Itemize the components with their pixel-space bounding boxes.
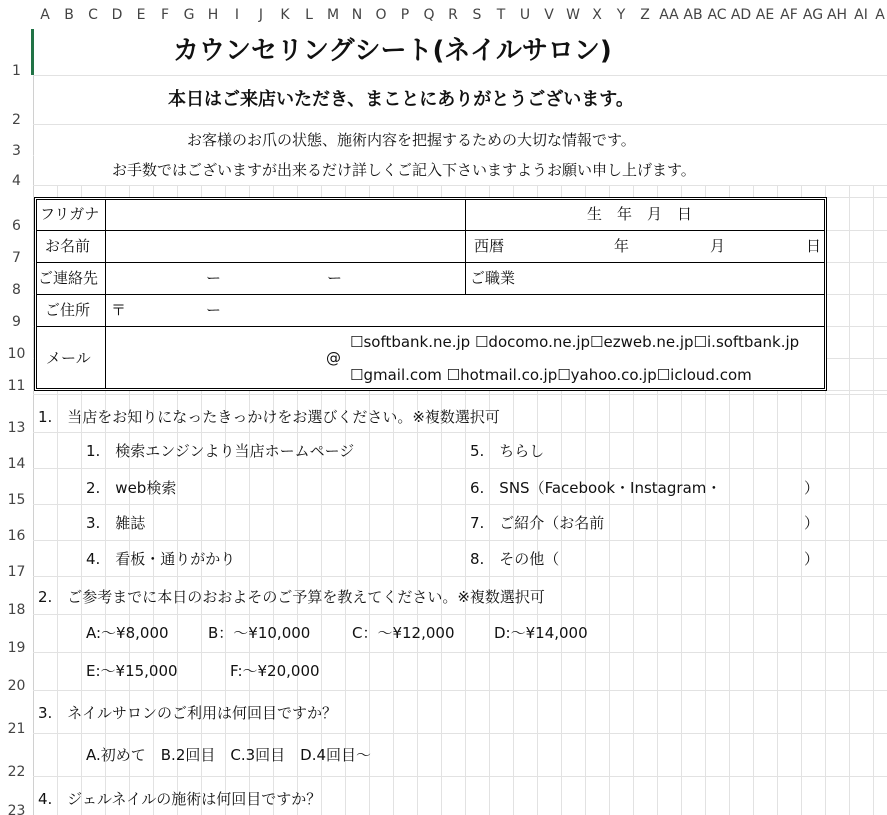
row-header[interactable]: 20: [7, 678, 26, 694]
q1-paren-7: ）: [804, 514, 820, 532]
row-header[interactable]: 18: [7, 602, 26, 618]
email-input-cell[interactable]: [106, 327, 323, 388]
column-header[interactable]: U: [513, 0, 537, 29]
row-header[interactable]: 1: [12, 63, 21, 79]
column-header[interactable]: AE: [753, 0, 777, 29]
budget-option-d: D:～¥14,000: [494, 624, 588, 642]
postal-mark: 〒: [111, 301, 127, 319]
label-seireki: 西暦: [474, 237, 505, 255]
column-header[interactable]: A: [873, 0, 887, 29]
column-header[interactable]: N: [345, 0, 369, 29]
column-header[interactable]: AD: [729, 0, 753, 29]
column-header[interactable]: M: [321, 0, 345, 29]
budget-option-f: F:～¥20,000: [230, 662, 320, 680]
question-4: 4. ジェルネイルの施術は何回目ですか？: [38, 790, 322, 808]
row-header[interactable]: 19: [7, 640, 26, 656]
q1-option-3: 3. 雑誌: [86, 514, 146, 532]
budget-option-c: C：～¥12,000: [352, 624, 455, 642]
label-year: 年: [614, 237, 630, 255]
label-address: ご住所: [45, 301, 91, 319]
column-header[interactable]: AC: [705, 0, 729, 29]
row-header[interactable]: 21: [7, 721, 26, 737]
column-header[interactable]: AG: [801, 0, 825, 29]
column-header[interactable]: G: [177, 0, 201, 29]
q1-option-1: 1. 検索エンジンより当店ホームページ: [86, 442, 355, 460]
row-header[interactable]: 22: [7, 764, 26, 780]
question-2: 2. ご参考までに本日のおおよそのご予算を教えてください。※複数選択可: [38, 588, 545, 606]
column-header[interactable]: S: [465, 0, 489, 29]
column-header[interactable]: R: [441, 0, 465, 29]
column-header[interactable]: Y: [609, 0, 633, 29]
label-furigana: フリガナ: [40, 205, 100, 223]
intro-text-2: お手数ではございますが出来るだけ詳しくご記入下さいますようお願い申し上げます。: [112, 161, 696, 179]
row-header[interactable]: 3: [12, 143, 21, 159]
budget-option-b: B：～¥10,000: [208, 624, 311, 642]
label-month: 月: [710, 237, 726, 255]
intro-text-1: お客様のお爪の状態、施術内容を把握するための大切な情報です。: [187, 131, 636, 149]
column-header[interactable]: D: [105, 0, 129, 29]
column-header[interactable]: E: [129, 0, 153, 29]
row-header[interactable]: 16: [7, 528, 26, 544]
column-header[interactable]: F: [153, 0, 177, 29]
postal-dash: ー: [206, 301, 222, 319]
column-header[interactable]: H: [201, 0, 225, 29]
q1-paren-6: ）: [804, 479, 820, 497]
column-header[interactable]: O: [369, 0, 393, 29]
question-3: 3. ネイルサロンのご利用は何回目ですか？: [38, 704, 338, 722]
row-header[interactable]: 17: [7, 564, 26, 580]
row-header[interactable]: 15: [7, 492, 26, 508]
q1-option-5: 5. ちらし: [470, 442, 545, 460]
column-header[interactable]: AI: [849, 0, 873, 29]
row-header[interactable]: 10: [7, 346, 26, 362]
row-header[interactable]: 23: [7, 803, 26, 815]
question-1: 1. 当店をお知りになったきっかけをお選びください。※複数選択可: [38, 408, 500, 426]
column-header[interactable]: I: [225, 0, 249, 29]
q1-option-4: 4. 看板・通りがかり: [86, 550, 236, 568]
label-contact: ご連絡先: [38, 269, 99, 287]
row-header[interactable]: 2: [12, 112, 21, 128]
label-day: 日: [806, 237, 822, 255]
column-header[interactable]: AB: [681, 0, 705, 29]
row-header[interactable]: 9: [12, 314, 21, 330]
q1-option-8: 8. その他（: [470, 550, 560, 568]
email-domain-options-1: ☐softbank.ne.jp ☐docomo.ne.jp☐ezweb.ne.jp☐i.softbank.jp: [350, 333, 800, 351]
sheet-title: カウンセリングシート(ネイルサロン): [173, 36, 612, 66]
column-header[interactable]: AH: [825, 0, 849, 29]
column-header[interactable]: C: [81, 0, 105, 29]
column-header[interactable]: P: [393, 0, 417, 29]
phone-dash-1: ー: [206, 269, 222, 287]
email-at-sign: @: [326, 349, 341, 367]
label-name: お名前: [45, 237, 91, 255]
column-header[interactable]: T: [489, 0, 513, 29]
label-birthdate: 生 年 月 日: [587, 205, 693, 223]
column-header[interactable]: J: [249, 0, 273, 29]
email-domain-options-2: ☐gmail.com ☐hotmail.co.jp☐yahoo.co.jp☐icloud.com: [350, 366, 752, 384]
column-header[interactable]: AF: [777, 0, 801, 29]
furigana-input-cell[interactable]: [106, 200, 465, 230]
q1-paren-8: ）: [804, 550, 820, 568]
budget-option-e: E:～¥15,000: [86, 662, 178, 680]
column-header[interactable]: AA: [657, 0, 681, 29]
budget-option-a: A:～¥8,000: [86, 624, 169, 642]
label-email: メール: [46, 349, 91, 367]
column-header[interactable]: V: [537, 0, 561, 29]
row-header[interactable]: 6: [12, 218, 21, 234]
column-header[interactable]: X: [585, 0, 609, 29]
q1-option-7: 7. ご紹介（お名前: [470, 514, 605, 532]
row-header[interactable]: 8: [12, 282, 21, 298]
name-input-cell[interactable]: [106, 231, 465, 262]
row-header[interactable]: 7: [12, 250, 21, 266]
q1-option-2: 2. web検索: [86, 479, 177, 497]
row-header[interactable]: 14: [7, 456, 26, 472]
greeting-text: 本日はご来店いただき、まことにありがとうございます。: [168, 89, 634, 110]
row-header[interactable]: 13: [7, 420, 26, 436]
select-all-corner[interactable]: [0, 0, 33, 29]
label-occupation: ご職業: [470, 269, 516, 287]
column-header[interactable]: L: [297, 0, 321, 29]
q3-options: A.初めて B.2回目 C.3回目 D.4回目～: [86, 746, 372, 764]
row-header[interactable]: 11: [7, 378, 26, 394]
q1-option-6: 6. SNS（Facebook・Instagram・: [470, 479, 722, 497]
column-header[interactable]: W: [561, 0, 585, 29]
column-header[interactable]: K: [273, 0, 297, 29]
column-header[interactable]: B: [57, 0, 81, 29]
column-header[interactable]: Q: [417, 0, 441, 29]
phone-dash-2: ー: [327, 269, 343, 287]
row-header[interactable]: 4: [12, 173, 21, 189]
column-header[interactable]: Z: [633, 0, 657, 29]
column-header[interactable]: A: [33, 0, 57, 29]
